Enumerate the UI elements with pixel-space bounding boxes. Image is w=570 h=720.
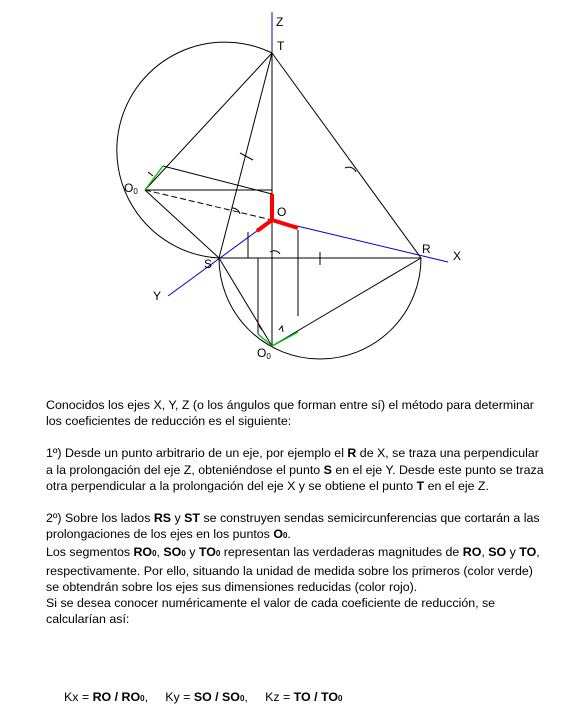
explanation-text (46, 397, 546, 627)
label-y: Y (153, 289, 162, 303)
reduced-y (257, 220, 272, 231)
label-o0-left: O0 (124, 181, 138, 196)
true-size-segment-left (145, 166, 163, 190)
line-s-o0l (145, 190, 219, 258)
label-x: X (453, 249, 462, 263)
segments-paragraph: Los segmentos RO0, SO0 y TO0 representan las verdaderas magnitudes de RO, SO y TO, respectivamente. Por ello, situando la unidad de medida sobre los primeros (color verde) se obtendrán sobre los ejes sus dimensiones reducidas (color rojo). (46, 545, 540, 594)
label-s: S (204, 257, 213, 271)
reduced-x (272, 220, 298, 228)
label-z: Z (276, 15, 284, 29)
line-r-o0b (272, 258, 421, 346)
step1-paragraph: 1º) Desde un punto arbitrario de un eje, por ejemplo el R de X, se traza una perpendicular a la prolongación del eje Z, obteniéndose el punto S en el eje Y. Desde este punto se traza otra perpendicular a la prolongación del eje X y se obtiene el punto T en el eje Z. (46, 446, 544, 493)
label-t: T (277, 39, 285, 53)
step2-paragraph: 2º) Sobre los lados RS y ST se construyen sendas semicircunferencias que cortarán a las prolongaciones de los ejes en los puntos O0. (46, 511, 540, 542)
true-size-segment-bottom-left (258, 334, 272, 346)
angle-arc-o0b (279, 326, 283, 332)
line-s-o0b (219, 258, 272, 346)
label-o: O (277, 205, 287, 219)
semicircle-st (117, 42, 272, 258)
calc-paragraph: Si se desea conocer numéricamente el valor de cada coeficiente de reducción, se calcularían así: (46, 596, 496, 627)
true-size-segment-bottom-right (272, 332, 298, 346)
tick-mark-ts (240, 153, 253, 160)
line-t-o0l (145, 53, 272, 190)
line-o0l-dashed (145, 190, 272, 220)
label-o0-bottom: O0 (257, 346, 271, 361)
label-r: R (422, 242, 431, 256)
intro-paragraph: Conocidos los ejes X, Y, Z (o los ángulos que forman entre sí) el método para determinar los coeficientes de reducción es el siguiente: (46, 398, 534, 429)
angle-arc-o0l (148, 172, 153, 176)
formulas: Kx = RO / RO0, Ky = SO / SO0, Kz = TO / TO0 (64, 690, 343, 704)
angle-arc-top (345, 167, 356, 172)
